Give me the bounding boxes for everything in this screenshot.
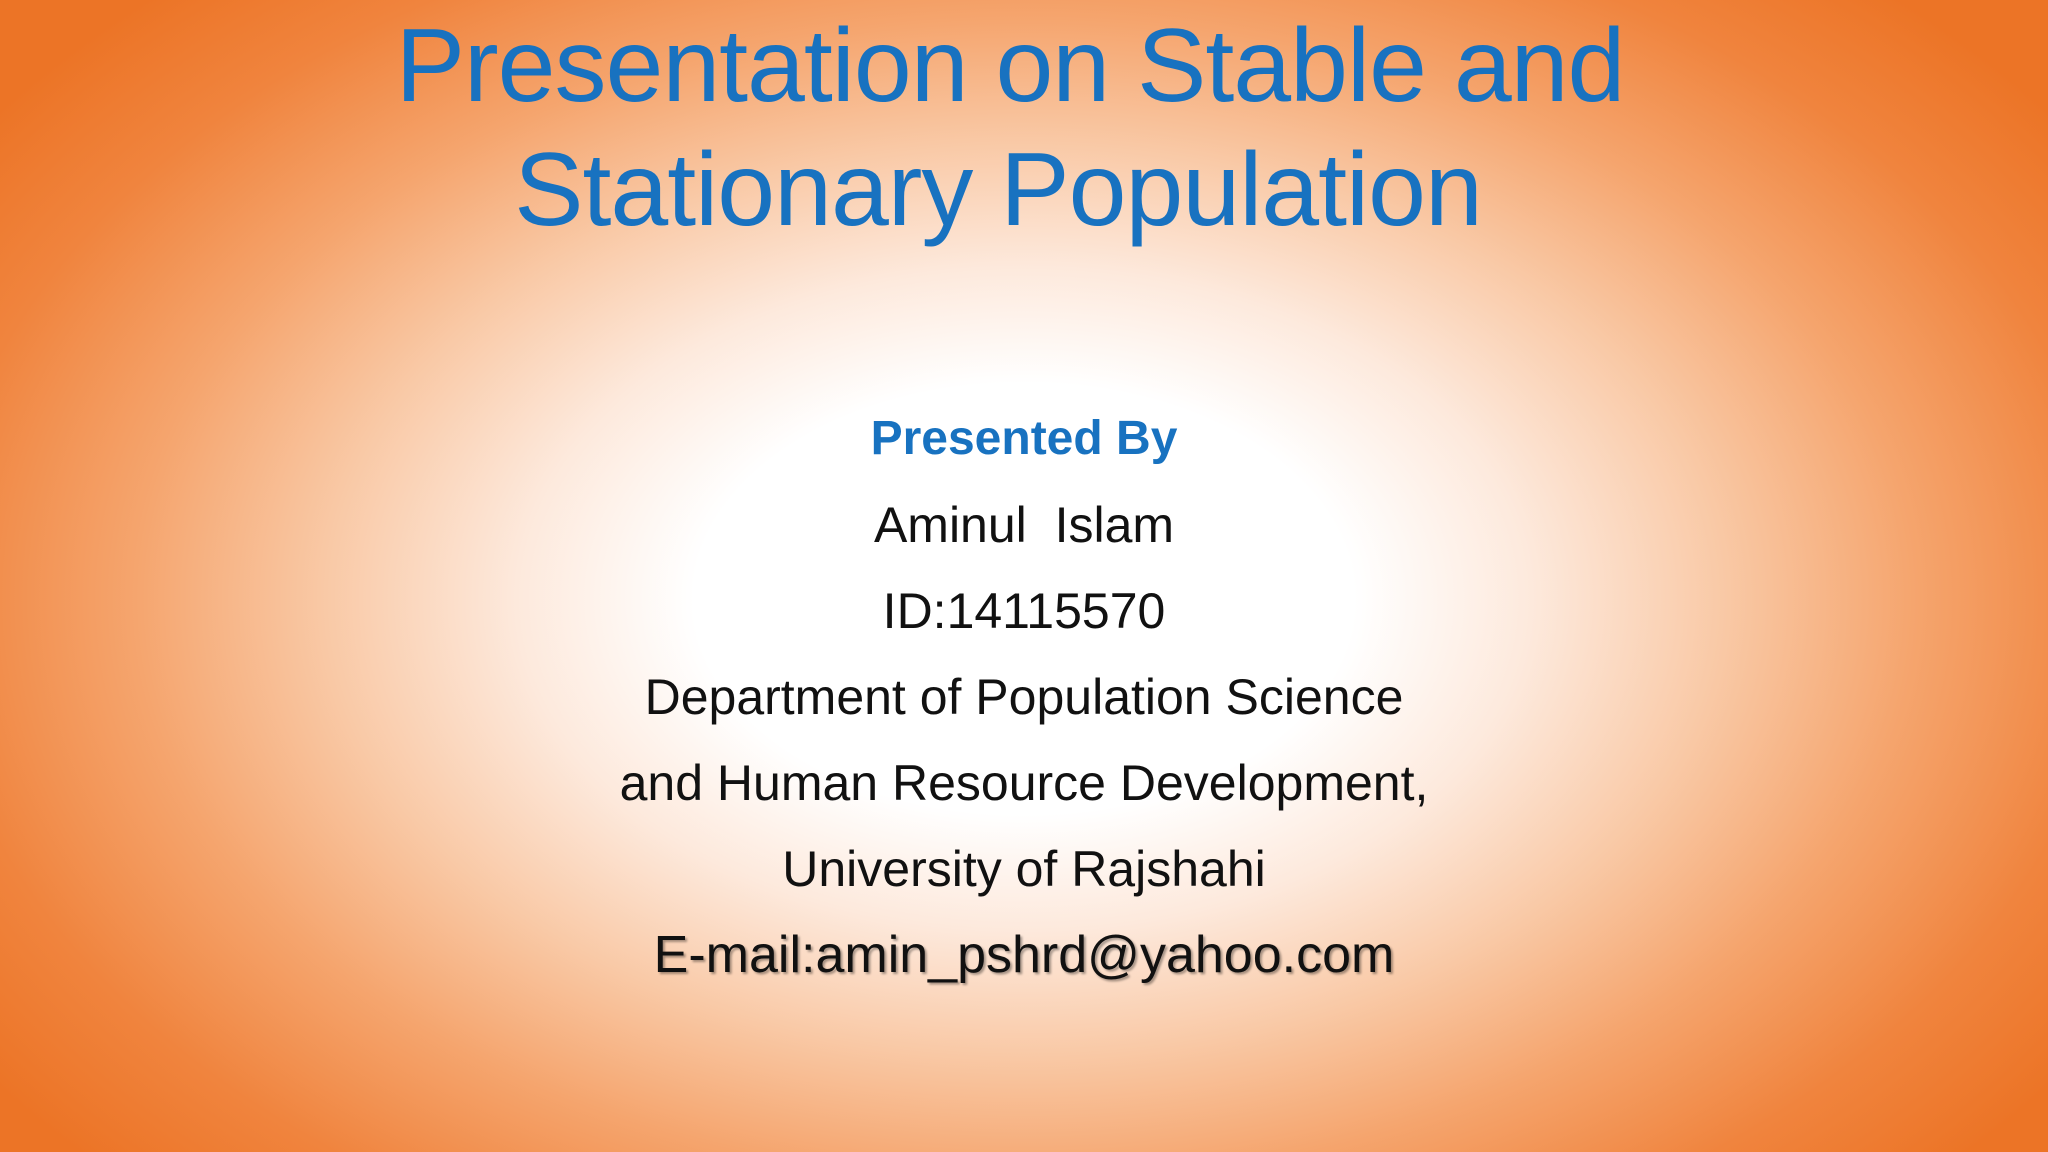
- department-line-2: and Human Resource Development,: [619, 755, 1429, 811]
- presenter-name: Aminul Islam: [873, 497, 1175, 553]
- university-name: University of Rajshahi: [782, 841, 1266, 897]
- presented-by-heading: Presented By: [870, 412, 1178, 465]
- slide-title-line-1: Presentation on Stable and: [395, 8, 1625, 124]
- slide-title-line-2: Stationary Population: [514, 132, 1482, 248]
- presenter-id: ID:14115570: [882, 583, 1166, 639]
- presenter-email: E-mail:amin_pshrd@yahoo.com: [653, 926, 1395, 984]
- slide-title: [300, 4, 1720, 252]
- department-line-1: Department of Population Science: [644, 669, 1404, 725]
- presenter-info: [424, 396, 1624, 998]
